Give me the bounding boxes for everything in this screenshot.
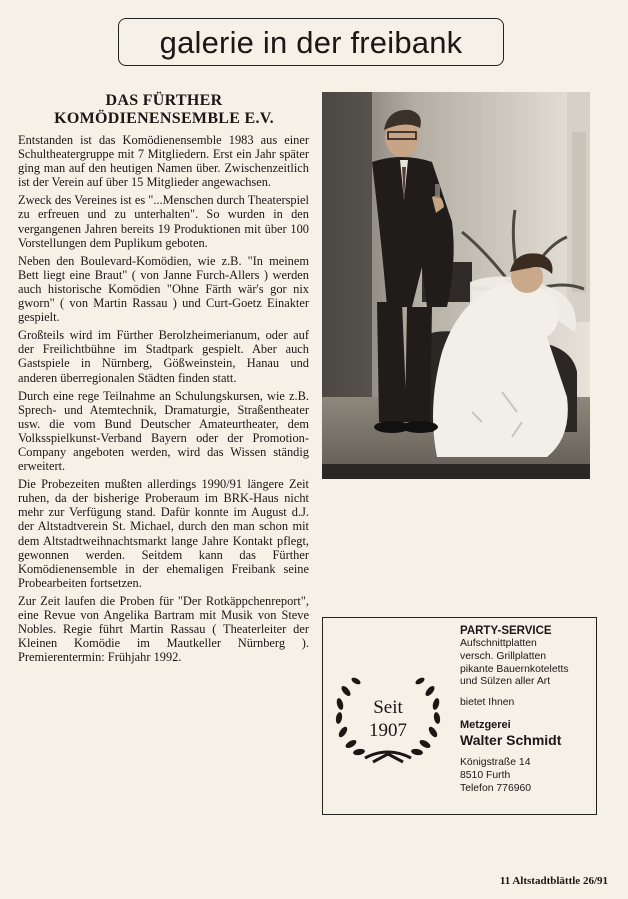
- emblem-line2: 1907: [369, 720, 407, 741]
- photo-illustration: [322, 92, 590, 479]
- article-paragraph: Großteils wird im Fürther Berolzheimerianum, oder auf der Freilichtbühne im Stadtpark gespielt. Aber auch Gastspiele in Nürnberg, Gößweinstein, Hanau und anderen überregionalen Städten finden statt.: [18, 328, 309, 385]
- emblem-line1: Seit: [373, 697, 403, 718]
- page-title: galerie in der freibank: [159, 24, 463, 60]
- ad-address-line: 8510 Furth: [460, 769, 511, 781]
- article-paragraph: Zur Zeit laufen die Proben für "Der Rotkäppchenreport", eine Revue von Angelika Bartram mit Musik von Steve Nobles. Regie führt Martin Rassau ( Theaterleiter der Kleinen Komödie im Mautkeller Nürnberg ). Premierentermin: Frühjahr 1992.: [18, 593, 309, 665]
- article-paragraph: Zweck des Vereines ist es "...Menschen durch Theaterspiel zu erfreuen und zu unterhalten". So wurden in den vergangenen Jahren bereits 19 Produktionen mit über 100 Vorstellungen dem Puplikum geboten.: [18, 193, 309, 250]
- ad-offer-line: und Sülzen aller Art: [460, 676, 551, 688]
- ad-offer-tail: bietet Ihnen: [460, 697, 515, 709]
- ad-address-line: Königstraße 14: [460, 756, 531, 768]
- butcher-advertisement: [322, 617, 597, 815]
- article-paragraph: Entstanden ist das Komödienensemble 1983 aus einer Schultheatergruppe mit 7 Mitgliedern. Erst ein Jahr später ging man auf den heutigen Namen über. Zwischenzeitlich ist der Verein auf über 15 Mitglieder angewachsen.: [18, 133, 309, 190]
- ad-offer-line: versch. Grillplatten: [460, 650, 547, 662]
- ad-text: [460, 624, 594, 795]
- ad-shop-type: Metzgerei: [460, 718, 511, 731]
- article-paragraph: Neben den Boulevard-Komödien, wie z.B. "In meinem Bett liegt eine Braut" ( von Janne Furch-Allers ) werden auch historische Komödien "Ohne Färth wär's gor nix gworn" ( von Martin Rassau ) und Curt-Goetz Einakter gespielt.: [18, 253, 309, 325]
- page-footer: 11 Altstadtblättle 26/91: [499, 875, 608, 887]
- article-body: [18, 133, 309, 668]
- ad-address-line: Telefon 776960: [460, 782, 532, 794]
- laurel-wreath-emblem: [329, 666, 447, 770]
- article-title-line1: DAS FÜRTHER: [105, 92, 223, 109]
- ad-offer-line: Aufschnittplatten: [460, 638, 537, 649]
- article-paragraph: Durch eine rege Teilnahme an Schulungskursen, wie z.B. Sprech- und Atemtechnik, Dramaturgie, Straßentheater usw. die vom Bund Deutscher Amateurtheater, dem Volksspielkunst-Verband Bayern oder der Promotion-Company angeboten werden, wird das Wissen ständig erweitert.: [18, 388, 309, 474]
- article-paragraph: Die Probezeiten mußten allerdings 1990/91 längere Zeit ruhen, da der bisherige Proberaum im BRK-Haus nicht mehr zur Verfügung stand. Dafür konnte im August d.J. der Altstadtverein St. Michael, durch den man schon mit dem Altstadtweihnachtsmarkt lange Jahre Kontakt pflegt, gewonnen werden. Seitdem kann das Fürther Komödienensemble in der ehemaligen Freibank seine Probearbeiten fortsetzen.: [18, 477, 309, 590]
- ad-owner-name: Walter Schmidt: [460, 731, 562, 748]
- ensemble-photo: [322, 92, 590, 479]
- article-title: [20, 92, 308, 128]
- ad-heading: PARTY-SERVICE: [460, 625, 552, 637]
- header-frame: [118, 18, 504, 66]
- article-title-line2: KOMÖDIENENSEMBLE E.V.: [54, 110, 274, 127]
- ad-offer-line: pikante Bauernkoteletts: [460, 663, 569, 675]
